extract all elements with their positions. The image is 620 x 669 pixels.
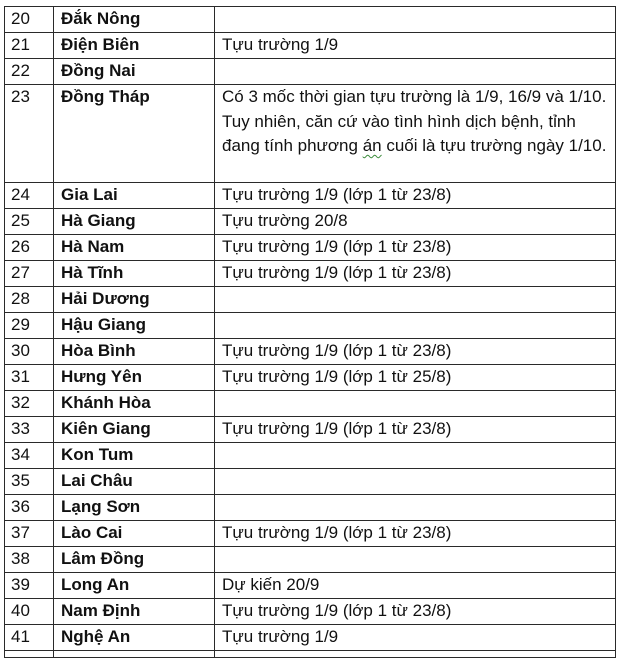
table-row: [5, 235, 616, 261]
province-name: Hòa Bình: [54, 339, 215, 365]
opening-note: [215, 651, 616, 658]
table-row: [5, 287, 616, 313]
province-name: Gia Lai: [54, 183, 215, 209]
province-name: Điện Biên: [54, 33, 215, 59]
province-name: Lai Châu: [54, 469, 215, 495]
province-name: Kon Tum: [54, 443, 215, 469]
spellcheck-underlined-word: án: [362, 136, 382, 155]
province-name: Đồng Nai: [54, 59, 215, 85]
row-number: 23: [5, 85, 54, 183]
row-number: 21: [5, 33, 54, 59]
province-name: Lào Cai: [54, 521, 215, 547]
table-row: [5, 547, 616, 573]
table-row: [5, 521, 616, 547]
province-name: Hà Giang: [54, 209, 215, 235]
row-number: 30: [5, 339, 54, 365]
opening-note: Tựu trường 1/9 (lớp 1 từ 23/8): [215, 599, 616, 625]
province-name: Long An: [54, 573, 215, 599]
opening-note: [215, 287, 616, 313]
row-number: 32: [5, 391, 54, 417]
note-text: Có 3 mốc thời gian tựu trường là 1/9, 16/9 và 1/10. Tuy nhiên, căn cứ vào tình hình dịch bệnh, tỉnh đang tính phương: [222, 87, 607, 155]
row-number: 37: [5, 521, 54, 547]
table-row: [5, 443, 616, 469]
row-number: 20: [5, 7, 54, 33]
province-name: Lạng Sơn: [54, 495, 215, 521]
province-name: Hà Tĩnh: [54, 261, 215, 287]
opening-note: [215, 85, 616, 183]
row-number: 22: [5, 59, 54, 85]
province-name: Hà Nam: [54, 235, 215, 261]
opening-note: Tựu trường 1/9 (lớp 1 từ 23/8): [215, 183, 616, 209]
row-number: 26: [5, 235, 54, 261]
row-number: 39: [5, 573, 54, 599]
province-name: Đắk Nông: [54, 7, 215, 33]
school-opening-table: [4, 6, 616, 658]
row-number: 31: [5, 365, 54, 391]
province-name: [54, 651, 215, 658]
opening-note: [215, 547, 616, 573]
province-name: Nam Định: [54, 599, 215, 625]
province-name: Hải Dương: [54, 287, 215, 313]
row-number: 36: [5, 495, 54, 521]
row-number: 34: [5, 443, 54, 469]
table-row: [5, 625, 616, 651]
opening-note: [215, 443, 616, 469]
opening-note: [215, 59, 616, 85]
row-number: 25: [5, 209, 54, 235]
opening-note: [215, 313, 616, 339]
table-row: [5, 313, 616, 339]
province-name: Lâm Đồng: [54, 547, 215, 573]
row-number: 35: [5, 469, 54, 495]
table-row: [5, 469, 616, 495]
row-number: 40: [5, 599, 54, 625]
table-row: [5, 417, 616, 443]
row-number: 29: [5, 313, 54, 339]
table-row: [5, 339, 616, 365]
table-row: [5, 599, 616, 625]
opening-note: [215, 7, 616, 33]
opening-note: Tựu trường 1/9: [215, 625, 616, 651]
opening-note: Tựu trường 1/9 (lớp 1 từ 23/8): [215, 235, 616, 261]
row-number: 27: [5, 261, 54, 287]
row-number: 41: [5, 625, 54, 651]
row-number: 38: [5, 547, 54, 573]
province-name: Kiên Giang: [54, 417, 215, 443]
opening-note: Tựu trường 1/9 (lớp 1 từ 23/8): [215, 417, 616, 443]
province-name: Hậu Giang: [54, 313, 215, 339]
table-row: [5, 183, 616, 209]
note-text: cuối là tựu trường ngày 1/10.: [381, 136, 607, 155]
table-row: [5, 495, 616, 521]
opening-note: [215, 495, 616, 521]
opening-note: Tựu trường 1/9 (lớp 1 từ 23/8): [215, 521, 616, 547]
table-row: [5, 59, 616, 85]
opening-note: Dự kiến 20/9: [215, 573, 616, 599]
table-row-cutoff: [5, 651, 616, 658]
opening-note: Tựu trường 1/9 (lớp 1 từ 23/8): [215, 339, 616, 365]
row-number: 28: [5, 287, 54, 313]
opening-note: Tựu trường 1/9: [215, 33, 616, 59]
table-row: [5, 33, 616, 59]
opening-note: [215, 469, 616, 495]
opening-note: Tựu trường 1/9 (lớp 1 từ 25/8): [215, 365, 616, 391]
row-number: 33: [5, 417, 54, 443]
table-row: [5, 391, 616, 417]
province-name: Nghệ An: [54, 625, 215, 651]
opening-note: [215, 391, 616, 417]
row-number: [5, 651, 54, 658]
table-row: [5, 85, 616, 183]
province-name: Khánh Hòa: [54, 391, 215, 417]
table-row: [5, 573, 616, 599]
opening-note: Tựu trường 20/8: [215, 209, 616, 235]
opening-note: Tựu trường 1/9 (lớp 1 từ 23/8): [215, 261, 616, 287]
table-row: [5, 365, 616, 391]
province-name: Đồng Tháp: [54, 85, 215, 183]
table-row: [5, 7, 616, 33]
table-row: [5, 261, 616, 287]
row-number: 24: [5, 183, 54, 209]
table-row: [5, 209, 616, 235]
province-name: Hưng Yên: [54, 365, 215, 391]
